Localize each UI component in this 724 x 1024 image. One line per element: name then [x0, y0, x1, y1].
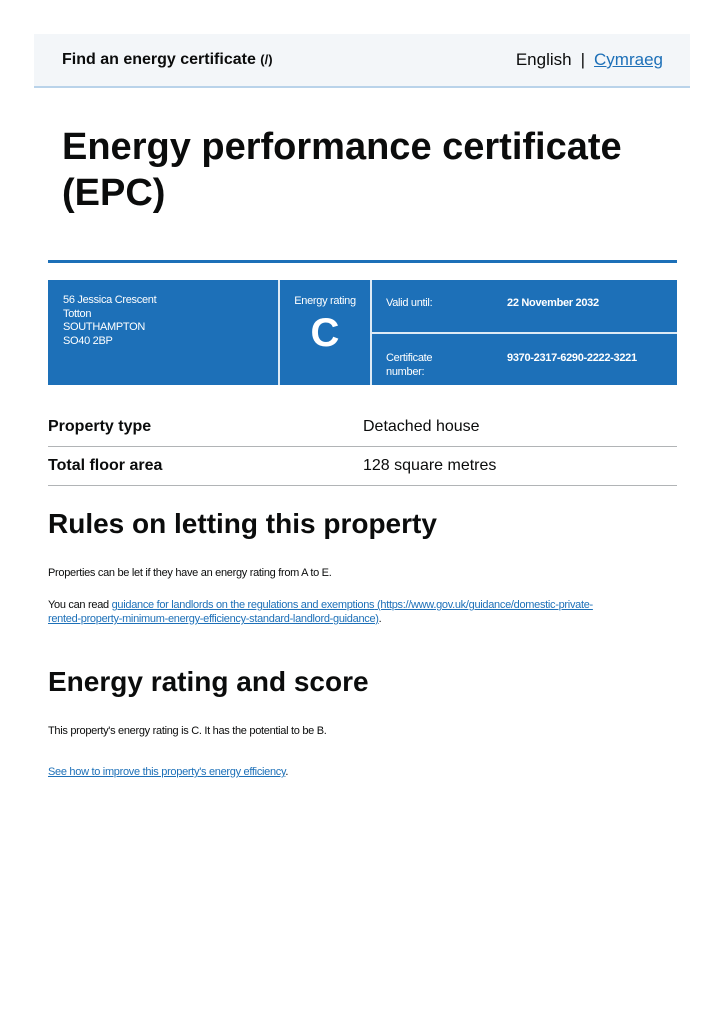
summary-value: 128 square metres: [363, 457, 497, 474]
landlord-guidance-link[interactable]: [48, 599, 593, 625]
service-home-link[interactable]: (/): [260, 52, 273, 67]
guidance-url[interactable]: (https://www.gov.uk/guidance/domestic-private-: [374, 599, 593, 611]
valid-until-value: 22 November 2032: [507, 297, 599, 309]
address-line: Totton: [63, 307, 92, 320]
address-line: SOUTHAMPTON: [63, 321, 146, 333]
improve-efficiency-link[interactable]: See how to improve this property's energy efficiency: [48, 766, 286, 778]
address-line: SO40 2BP: [63, 334, 113, 347]
summary-key: Total floor area: [48, 457, 163, 474]
certificate-number-value: 9370-2317-6290-2222-3221: [507, 352, 637, 364]
property-summary-list: [48, 408, 677, 486]
service-name-text[interactable]: Find an energy certificate: [62, 51, 256, 68]
improve-paragraph: [48, 765, 668, 779]
summary-key: Property type: [48, 418, 152, 435]
certificate-number-label-line: number:: [386, 366, 425, 378]
epc-summary-box: [48, 280, 677, 385]
summary-row-property-type: [48, 408, 677, 447]
language-switcher: [516, 50, 663, 70]
lang-separator: |: [580, 50, 586, 69]
valid-until-label: Valid until:: [386, 297, 433, 309]
guidance-suffix: .: [378, 613, 382, 625]
site-header: [34, 34, 690, 88]
page-title: Energy performance certificate (EPC): [62, 126, 622, 214]
letting-rules-heading: Rules on letting this property: [48, 508, 437, 539]
lang-cymraeg-link[interactable]: Cymraeg: [594, 50, 663, 69]
summary-row-floor-area: [48, 447, 677, 486]
guidance-link-text[interactable]: guidance for landlords on the regulations and exemptions: [111, 599, 375, 611]
title-divider: [48, 260, 677, 263]
energy-rating-value: C: [310, 311, 340, 355]
service-name[interactable]: [62, 51, 273, 69]
address-line: 56 Jessica Crescent: [63, 294, 157, 306]
energy-rating-text: This property's energy rating is C. It has the potential to be B.: [48, 725, 327, 737]
guidance-prefix: You can read: [48, 599, 112, 611]
energy-rating-heading: Energy rating and score: [48, 666, 369, 697]
guidance-url[interactable]: rented-property-minimum-energy-efficiency-standard-landlord-guidance): [48, 613, 379, 625]
lang-english: English: [515, 50, 572, 69]
certificate-number-label-line: Certificate: [386, 352, 433, 364]
summary-value: Detached house: [363, 418, 480, 435]
landlord-guidance-paragraph: [48, 598, 668, 626]
cell-divider: [372, 332, 677, 334]
property-address: [63, 294, 156, 348]
energy-rating-label: Energy rating: [294, 295, 356, 307]
improve-suffix: .: [285, 766, 289, 778]
letting-rules-text: Properties can be let if they have an energy rating from A to E.: [48, 567, 332, 579]
certificate-number-label: [386, 351, 432, 379]
